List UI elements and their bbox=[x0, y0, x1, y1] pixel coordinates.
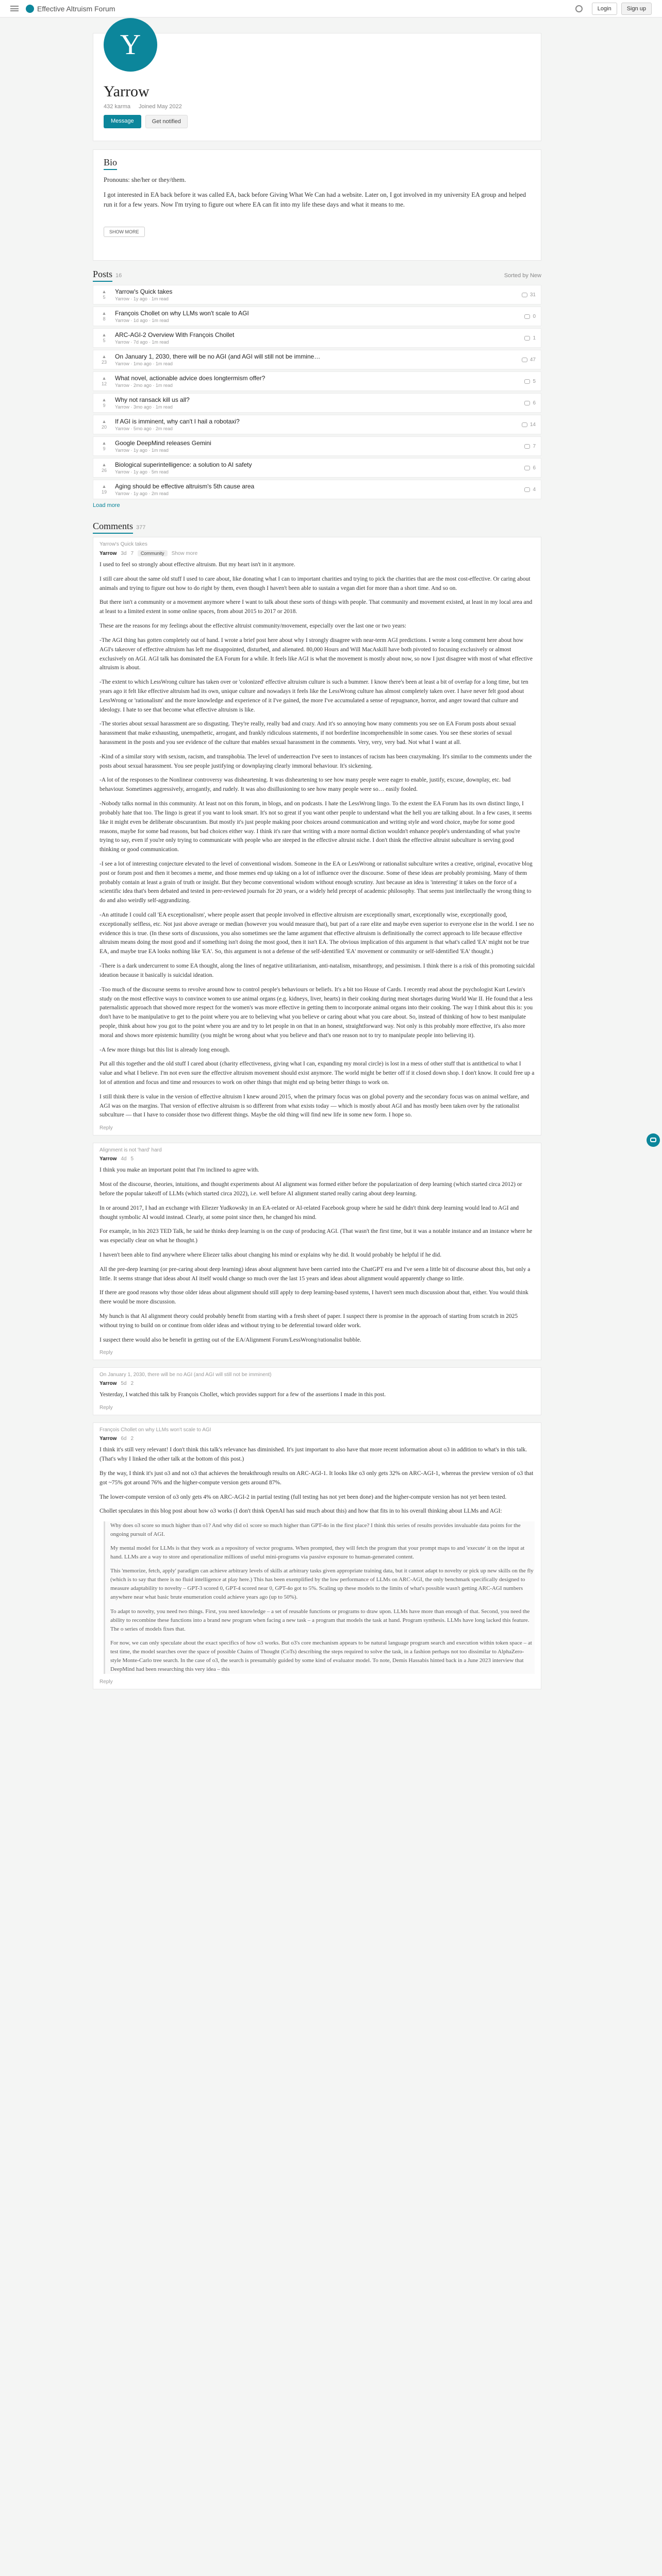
search-icon[interactable] bbox=[575, 5, 583, 12]
post-info bbox=[115, 483, 254, 496]
comment-paragraph: I still think there is value in the version of effective altruism I knew around 2015, when the primary focus was on global poverty and the secondary focus was on animal welfare, and AGI was on the margins. That version of effective altruism is so different from what exists today — which is mostly about AGI and has mostly been taken over by the rationalist subculture — that I have to consider those two different things. Maybe the old thing will find new life in some new form. I hope so. bbox=[100, 1093, 529, 1118]
comment-paragraph: -A lot of the responses to the Nonlinear controversy was disheartening. It was disheartening to see how many people were eager to enable, justify, excuse, downplay, etc. bad behaviour. Sometimes aggressively, arrogantly, and rudely. It was also disillusioning to see how many people were so… easily fooled. bbox=[100, 777, 511, 793]
post-title[interactable]: François Chollet on why LLMs won't scale to AGI bbox=[115, 310, 249, 317]
post-vote: ▲ 19 bbox=[101, 484, 107, 495]
comment-paragraph: -I see a lot of interesting conjecture elevated to the level of conventional wisdom. Someone in the EA or LessWrong or rationalist subculture writes a creative, original, evocative blog post or forum post and then it becomes a meme, and those memes end up taking on a lot of influence over the discourse. Some of these ideas are probably promising. Many of them probably contain at least a grain of truth or insight. But they become conventional wisdom without enough scrutiny. Just because an idea is 'interesting' it takes on the force of a scientific idea that's been debated and tested in peer-reviewed journals for 20 years, or a widely held precept of academic philosophy. That seems just intellectually the wrong thing to do and also weirdly self-aggrandizing. bbox=[100, 860, 533, 904]
load-more-link[interactable]: Load more bbox=[93, 502, 120, 509]
post-meta: Yarrow · 1y ago · 1m read bbox=[115, 296, 169, 301]
comment-paragraph: Most of the discourse, theories, intuitions, and thought experiments about AI alignment was formed either before the popularization of deep learning (which started circa 2012) or before the popular takeoff of LLMs (which started circa 2022), i.e. well before AI alignment started really caring about deep learning. bbox=[100, 1181, 522, 1197]
bio-section bbox=[93, 149, 541, 261]
post-vote: ▲ 23 bbox=[101, 354, 107, 365]
post-comments[interactable] bbox=[524, 335, 536, 341]
post-comments[interactable] bbox=[522, 292, 536, 298]
comment-paragraph: For example, in his 2023 TED Talk, he said he thinks deep learning is on the cusp of producing AGI. (That wasn't the first time, but it was a notable instance and an instance where he was especially clear on what he thought.) bbox=[100, 1228, 533, 1244]
post-comments[interactable] bbox=[524, 487, 536, 493]
post-votes: 5 bbox=[103, 295, 106, 300]
post-vote: ▲ 9 bbox=[102, 397, 107, 408]
post-votes: 19 bbox=[101, 489, 107, 495]
comment-karma: 7 bbox=[130, 550, 134, 556]
reply-link[interactable]: Reply bbox=[100, 1125, 113, 1131]
profile-name: Yarrow bbox=[104, 83, 150, 100]
post-comments[interactable] bbox=[522, 422, 536, 428]
karma-count: 432 karma bbox=[104, 104, 130, 110]
post-info bbox=[115, 461, 252, 474]
post-meta: Yarrow · 5mo ago · 2m read bbox=[115, 426, 173, 431]
post-comment-count: 47 bbox=[529, 357, 536, 363]
brand[interactable] bbox=[26, 5, 115, 13]
comment-paragraph: The lower-compute version of o3 only gets 4% on ARC-AGI-2 in partial testing (full testing has not yet been done) and the higher-compute version has not yet been tested. bbox=[100, 1494, 507, 1500]
post-info bbox=[115, 439, 211, 453]
post-comment-count: 0 bbox=[533, 313, 536, 319]
post-comment-count: 6 bbox=[533, 465, 536, 471]
comment-paragraph: If there are good reasons why those older ideas about alignment should still apply to deep learning-based systems, I haven't seen much discussion about that, either. You would think there would be more discussion. bbox=[100, 1290, 528, 1306]
comment-karma: 5 bbox=[130, 1156, 134, 1162]
post-comment-count: 1 bbox=[533, 335, 536, 341]
bio-paragraph: Pronouns: she/her or they/them. bbox=[104, 176, 186, 183]
avatar: Y bbox=[104, 18, 157, 72]
comment-icon bbox=[524, 401, 530, 405]
comment-icon bbox=[524, 379, 530, 384]
brand-name: Effective Altruism Forum bbox=[37, 4, 115, 13]
comment-paragraph: -There is a dark undercurrent to some EA thought, along the lines of negative utilitarianism, anti-natalism, misanthropy, and pessimism. I think there is a risk of this promoting suicidal ideation because it basically is suicidal ideation. bbox=[100, 963, 535, 978]
post-info bbox=[115, 310, 249, 323]
login-button[interactable]: Login bbox=[592, 3, 617, 15]
post-votes: 8 bbox=[103, 316, 106, 321]
posts-section bbox=[93, 269, 541, 509]
comment-context-link[interactable]: On January 1, 2030, there will be no AGI (and AGI will still not be imminent) bbox=[100, 1372, 272, 1378]
post-votes: 23 bbox=[101, 360, 107, 365]
comment-paragraph: I haven't been able to find anywhere where Eliezer talks about changing his mind or explains why he did. It would probably be helpful if he did. bbox=[100, 1251, 442, 1258]
post-info bbox=[115, 288, 172, 301]
post-row[interactable] bbox=[93, 415, 541, 434]
comment-author[interactable]: Yarrow bbox=[100, 1436, 117, 1442]
comment-age: 6d bbox=[121, 1436, 127, 1442]
comment-body bbox=[100, 1166, 535, 1345]
comment-icon bbox=[522, 422, 527, 427]
comment-body bbox=[100, 1446, 535, 1674]
comment-card bbox=[93, 1367, 541, 1415]
comment-paragraph: Yesterday, I watched this talk by François Chollet, which provides support for a few of the assertions I made in this post. bbox=[100, 1392, 386, 1398]
post-info bbox=[115, 375, 265, 388]
post-vote: ▲ 20 bbox=[101, 419, 107, 430]
comment-age: 4d bbox=[121, 1156, 127, 1162]
quote-paragraph: For now, we can only speculate about the exact specifics of how o3 works. But o3's core mechanism appears to be natural language program search and execution within token space – at test time, the model searches over the space of possible Chains of Thought (CoTs) describing the steps required to solve the task, in a fashion perhaps not too dissimilar to AlphaZero-style Monte-Carlo tree search. In the case of o3, the search is presumably guided by some kind of evaluator model. To note, Demis Hassabis hinted back in a June 2023 interview that DeepMind had been researching this very idea – this bbox=[110, 1639, 532, 1672]
reply-link[interactable]: Reply bbox=[100, 1350, 113, 1356]
post-title[interactable]: What novel, actionable advice does longtermism offer? bbox=[115, 375, 266, 382]
comment-meta bbox=[100, 1381, 535, 1386]
post-vote: ▲ 26 bbox=[101, 462, 107, 473]
post-comments[interactable] bbox=[524, 465, 536, 471]
comment-author[interactable]: Yarrow bbox=[100, 550, 117, 556]
chat-icon[interactable] bbox=[647, 1133, 660, 1147]
comment-paragraph: By the way, I think it's just o3 and not o3 that achieves the breakthrough results on ARC-AGI-1. It looks like o3 only gets 32% on ARC-AGI-1, whereas the preview version of o3 that got ~75% got around 76% and the higher-compute version gets around 87%. bbox=[100, 1470, 534, 1486]
post-title[interactable]: If AGI is imminent, why can't I hail a robotaxi? bbox=[115, 418, 240, 425]
post-votes: 5 bbox=[103, 338, 106, 343]
comment-paragraph: -Nobody talks normal in this community. At least not on this forum, in blogs, and on podcasts. I hate the LessWrong lingo. To the extent the EA Forum has its own distinct lingo, I probably hate that too. The lingo is great if you want to look smart. It's not so great if you want other people to understand what the hell you are talking about. In a few cases, it seems like it might even be deliberate obscurantism. But mostly it's just people making poor choices around communication and writing style and word choice, maybe for some good reasons, maybe for some bad reasons, but bad choices either way. I think it's rare that writing with a more normal diction wouldn't enhance people's understanding of what you're trying to say, even if you're only trying to communicate with people who are steeped in the effective altruist niche. I don't think the effective altruist subculture is serving good thinking or good communication. bbox=[100, 801, 532, 853]
post-comments[interactable] bbox=[524, 379, 536, 384]
post-meta: Yarrow · 1y ago · 2m read bbox=[115, 491, 169, 496]
post-vote: ▲ 9 bbox=[102, 440, 107, 451]
post-row[interactable] bbox=[93, 328, 541, 348]
get-notified-button[interactable]: Get notified bbox=[145, 115, 188, 128]
post-vote: ▲ 5 bbox=[102, 289, 107, 300]
comment-paragraph: My hunch is that AI alignment theory could probably benefit from starting with a fresh sheet of paper. I suspect there is promise in the approach of starting from scratch in 2025 without trying to build on or continue from older ideas and without trying to be deferential toward older work. bbox=[100, 1313, 518, 1329]
comment-icon bbox=[524, 314, 530, 319]
post-meta: Yarrow · 1y ago · 1m read bbox=[115, 448, 169, 453]
post-comments[interactable] bbox=[524, 444, 536, 449]
post-title[interactable]: Aging should be effective altruism's 5th cause area bbox=[115, 483, 255, 490]
forum-logo-icon bbox=[26, 5, 34, 13]
comment-card bbox=[93, 1143, 541, 1360]
quote-paragraph: My mental model for LLMs is that they work as a repository of vector programs. When prompted, they will fetch the program that your prompt maps to and 'execute' it on the input at hand. LLMs are a way to store and operationalize millions of useful mini-programs via passive exposure to human-generated content. bbox=[110, 1545, 525, 1561]
post-comment-count: 6 bbox=[533, 400, 536, 406]
comment-author[interactable]: Yarrow bbox=[100, 1156, 117, 1162]
comment-paragraph: I think it's still very relevant! I don't think this talk's relevance has diminished. It's just important to also have that more recent information about o3 in addition to what's in this talk. (That's why I linked the other talk at the bottom of this post.) bbox=[100, 1447, 527, 1463]
comment-card bbox=[93, 1422, 541, 1689]
reply-link[interactable]: Reply bbox=[100, 1405, 113, 1411]
post-comment-count: 4 bbox=[533, 486, 536, 493]
comment-paragraph: These are the reasons for my feelings about the effective altruist community/movement, especially over the last one or two years: bbox=[100, 623, 407, 630]
comment-paragraph: I think you make an important point that I'm inclined to agree with. bbox=[100, 1167, 259, 1174]
comment-icon bbox=[524, 444, 530, 449]
post-votes: 12 bbox=[101, 381, 107, 386]
comment-author[interactable]: Yarrow bbox=[100, 1381, 117, 1387]
post-meta: Yarrow · 1y ago · 5m read bbox=[115, 469, 169, 474]
comment-karma: 2 bbox=[130, 1381, 134, 1387]
post-comments[interactable] bbox=[524, 314, 536, 319]
post-comments[interactable] bbox=[522, 357, 536, 363]
comment-icon bbox=[522, 293, 527, 297]
post-comment-count: 5 bbox=[533, 378, 536, 384]
post-title[interactable]: On January 1, 2030, there will be no AGI (and AGI will still not be immine… bbox=[115, 353, 321, 360]
post-row[interactable] bbox=[93, 458, 541, 478]
message-button[interactable]: Message bbox=[104, 115, 141, 128]
post-row[interactable] bbox=[93, 393, 541, 413]
post-title[interactable]: Why not ransack kill us all? bbox=[115, 396, 190, 403]
comment-quote bbox=[104, 1521, 535, 1674]
comment-context-link[interactable]: Alignment is not 'hard' hard bbox=[100, 1147, 162, 1154]
post-meta: Yarrow · 7d ago · 1m read bbox=[115, 340, 169, 345]
reply-link[interactable]: Reply bbox=[100, 1679, 113, 1685]
comment-paragraph: -The AGI thing has gotten completely out of hand. I wrote a brief post here about why I strongly disagree with near-term AGI predictions. I wrote a long comment here about how AGI's takeover of effective altruism has left me disappointed, disturbed, and alienated. 80,000 Hours and Will MacAskill have both pivoted to focusing exclusively or almost exclusively on AGI. AGI talk has dominated the EA Forum for a while. It feels like AGI is what the movement is mostly about now, so now I just disagree with most of what effective altruism is about. bbox=[100, 637, 533, 671]
comment-paragraph: But there isn't a community or a movement anymore where I want to talk about these sorts of things with people. That community and movement existed, at least in my local area and at least to a limited extent in some online spaces, from about 2015 to 2017 or 2018. bbox=[100, 599, 533, 615]
post-vote: ▲ 12 bbox=[101, 376, 107, 386]
comment-icon bbox=[524, 466, 530, 470]
posts-count: 16 bbox=[115, 272, 122, 279]
post-info bbox=[115, 331, 234, 345]
comment-context-link[interactable]: Yarrow's Quick takes bbox=[100, 541, 147, 547]
comment-icon bbox=[524, 336, 530, 341]
comment-paragraph: Put all this together and the old stuff I cared about (charity effectiveness, giving what I can, expanding my moral circle) is lost in a mess of other stuff that is antithetical to what I value and what I believe. I'm not even sure the effective altruism movement should exist anymore. The world might be better off if it closed down shop. I don't know. It could free up a lot of attention and focus and time and resources to work on other things that might end up being better things to work on. bbox=[100, 1061, 535, 1086]
quote-paragraph: Why does o3 score so much higher than o1? And why did o1 score so much higher than GPT-4o in the first place? I think this series of results provides invaluable data points for the ongoing pursuit of AGI. bbox=[110, 1522, 521, 1538]
comments-section bbox=[93, 521, 541, 1689]
comment-age: 5d bbox=[121, 1381, 127, 1387]
signup-button[interactable]: Sign up bbox=[621, 3, 652, 15]
post-info bbox=[115, 396, 190, 410]
profile-card bbox=[93, 29, 541, 141]
comments-title: Comments bbox=[93, 521, 133, 534]
post-votes: 9 bbox=[103, 403, 106, 408]
quote-paragraph: This 'memorize, fetch, apply' paradigm can achieve arbitrary levels of skills at arbitrary tasks given appropriate training data, but it cannot adapt to novelty or pick up new skills on the fly (which is to say that there is no fluid intelligence at play here.) This has been exemplified by the low performance of LLMs on ARC-AGI, the only benchmark specifically designed to measure adaptability to novelty – GPT-3 scored 0, GPT-4 scored near 0, GPT-4o got to 5%. Scaling up these models to the limits of what's possible wasn't getting ARC-AGI numbers anywhere near what basic brute enumeration could achieve years ago (up to 50%). bbox=[110, 1568, 534, 1601]
comment-body bbox=[100, 561, 535, 1120]
post-row[interactable] bbox=[93, 436, 541, 456]
comment-show-more[interactable]: Show more bbox=[171, 550, 198, 556]
posts-title: Posts bbox=[93, 269, 112, 282]
bio-paragraph: I got interested in EA back before it was called EA, back before Giving What We Can had a website. Later on, I got involved in my university EA group and helped run it for a few years. Now I'm trying to figure out where EA can fit into my life these days and what it means to me. bbox=[104, 191, 526, 208]
comment-paragraph: -The stories about sexual harassment are so disgusting. They're really, really bad and crazy. And it's so annoying how many comments you see on EA Forum posts about sexual harassment that make exhausting, unempathetic, arrogant, and frankly ridiculous statements, if not borderline incomprehensible in some cases. You see these stories of sexual harassment in the posts and you see evidence of the culture that enables sexual harassment in the comments. Very, very, very bad. Not what I want at all. bbox=[100, 721, 516, 745]
post-vote: ▲ 8 bbox=[102, 311, 107, 321]
post-votes: 20 bbox=[101, 425, 107, 430]
comment-meta bbox=[100, 1156, 535, 1162]
post-row[interactable] bbox=[93, 285, 541, 304]
comment-paragraph: -A few more things but this list is already long enough. bbox=[100, 1046, 230, 1053]
post-vote: ▲ 5 bbox=[102, 332, 107, 343]
quote-paragraph: To adapt to novelty, you need two things. First, you need knowledge – a set of reusable functions or programs to draw upon. LLMs have more than enough of that. Second, you need the ability to recombine these functions into a brand new program when facing a new task – a program that models the task at hand. Program synthesis. LLMs have long lacked this feature. The o series of models fixes that. bbox=[110, 1608, 530, 1632]
comment-karma: 2 bbox=[130, 1436, 134, 1442]
post-meta: Yarrow · 3mo ago · 1m read bbox=[115, 404, 173, 410]
post-row[interactable] bbox=[93, 371, 541, 391]
post-row[interactable] bbox=[93, 350, 541, 369]
post-row[interactable] bbox=[93, 307, 541, 326]
comment-icon bbox=[522, 358, 527, 362]
post-votes: 9 bbox=[103, 446, 106, 451]
menu-icon[interactable] bbox=[10, 6, 19, 11]
post-comments[interactable] bbox=[524, 400, 536, 406]
post-meta: Yarrow · 1d ago · 1m read bbox=[115, 318, 169, 323]
show-more-button[interactable]: SHOW MORE bbox=[104, 227, 145, 237]
comment-card bbox=[93, 537, 541, 1136]
comment-meta bbox=[100, 1436, 535, 1442]
comment-paragraph: -An attitude I could call 'EA exceptionalism', where people assert that people involved in effective altruism are exceptionally smart, exceptionally wise, exceptionally good, exceptionally selfless, etc. Not just above average or median (however you would measure that), but part of a rare elite and maybe even superior to everyone else in the world. I see no evidence this is true. (In these sorts of discussions, you also sometimes see the lame argument that effective altruism is definitionally the correct approach to life because effective altruism means doing the most good and if something isn't doing the most good, then it isn't EA. The obvious implication of this argument is that what's called 'EA' might not be true EA, and maybe true EA looks nothing like 'EA'. So, this argument is not a defense of the self-identified 'EA' movement or community or self-identified 'EA' thought.) bbox=[100, 912, 534, 955]
comment-paragraph: In or around 2017, I had an exchange with Eliezer Yudkowsky in an EA-related or AI-related Facebook group where he said he didn't think deep learning would lead to AGI and thought symbolic AI would instead. Clearly, at some point since then, he changed his mind. bbox=[100, 1205, 519, 1221]
post-comment-count: 31 bbox=[529, 292, 536, 298]
bio-title: Bio bbox=[104, 157, 117, 170]
comment-paragraph: -Kind of a similar story with sexism, racism, and transphobia. The level of underreaction I've seen to instances of racism has been crazymaking. It's similar to the comments under the posts about sexual harassment. You see people justifying or downplaying clearly immoral behaviour. It's sickening. bbox=[100, 753, 532, 769]
comment-paragraph: I used to feel so strongly about effective altruism. But my heart isn't in it anymore. bbox=[100, 562, 295, 568]
comment-body bbox=[100, 1391, 535, 1400]
post-title[interactable]: Yarrow's Quick takes bbox=[115, 288, 173, 295]
post-meta: Yarrow · 2mo ago · 1m read bbox=[115, 383, 173, 388]
comment-paragraph: -Too much of the discourse seems to revolve around how to control people's behaviours or beliefs. It's a bit too House of Cards. I recently read about the psychologist Kurt Lewin's study on the most effective ways to convince women to use animal organs (e.g. kidneys, liver, hearts) in their cooking during meat shortages during World War II. He found that a less paternalistic approach that showed more respect for the women's was more effective in getting them to incorporate animal organs into their cooking. The way I think about this is: you don't have to be manipulative to get to the point where you are to believing what you believe or caring about what you care about. So, instead of thinking of how to best manipulate people, think about how you got to the point where you are and try to let people in on that in an honest, straightforward way. Not only is this probably more effective, it's also more moral and shows more epistemic humility (you might be wrong about what you believe and that's one reason not to try to manipulate people into believing it). bbox=[100, 986, 533, 1039]
post-info bbox=[115, 418, 240, 431]
post-title[interactable]: Biological superintelligence: a solution to AI safety bbox=[115, 461, 252, 468]
post-meta: Yarrow · 1mo ago · 1m read bbox=[115, 361, 173, 366]
comment-paragraph: Chollet speculates in this blog post about how o3 works (I don't think OpenAI has said much about this) and how that fits in to his overall thinking about LLMs and AGI: bbox=[100, 1508, 502, 1515]
comment-paragraph: All the pre-deep learning (or pre-caring about deep learning) ideas about alignment have been carried into the ChatGPT era and I've seen a little bit of discourse about this, but only a little. It seems strange that ideas about AI itself would change so much over the last 15 years and ideas about alignment would apparently change so little. bbox=[100, 1266, 531, 1282]
comment-age: 3d bbox=[121, 550, 127, 556]
post-row[interactable] bbox=[93, 480, 541, 499]
comment-meta bbox=[100, 550, 535, 556]
comment-context-link[interactable]: François Chollet on why LLMs won't scale to AGI bbox=[100, 1427, 211, 1433]
comment-paragraph: I suspect there would also be benefit in getting out of the EA/Alignment Forum/LessWrong/rationalist bubble. bbox=[100, 1336, 361, 1343]
comment-paragraph: -The extent to which LessWrong culture has taken over or 'colonized' effective altruism culture is such a bummer. I know there's been at least a bit of overlap for a long time, but ten years ago it felt like effective altruism had its own, unique culture and nowadays it feels like the LessWrong culture has almost completely taken over. I have never felt good about LessWrong or 'rationalism' and the more knowledge and experience of it I've gained, the more I've accumulated a sense of repugnance, horror, and anger toward that culture and ideology. I hate to see that become what effective altruism is like. bbox=[100, 679, 528, 713]
top-bar bbox=[0, 0, 662, 18]
comments-count: 377 bbox=[136, 524, 146, 531]
comment-icon bbox=[524, 487, 530, 492]
post-comment-count: 14 bbox=[529, 421, 536, 428]
post-info bbox=[115, 353, 320, 366]
comment-tag[interactable]: Community bbox=[138, 550, 168, 556]
post-votes: 26 bbox=[101, 468, 107, 473]
post-title[interactable]: ARC-AGI-2 Overview With François Chollet bbox=[115, 331, 235, 338]
joined-date: Joined May 2022 bbox=[138, 104, 182, 110]
post-comment-count: 7 bbox=[533, 443, 536, 449]
sort-dropdown[interactable]: Sorted by New bbox=[504, 272, 541, 279]
comment-paragraph: I still care about the same old stuff I used to care about, like donating what I can to important charities and trying to pick the charities that are the most cost-effective. Or caring about animals and trying to figure out how to do right by them, even though I haven't been able to sustain a vegan diet for more than a short time. And so on. bbox=[100, 575, 531, 591]
post-title[interactable]: Google DeepMind releases Gemini bbox=[115, 439, 211, 447]
